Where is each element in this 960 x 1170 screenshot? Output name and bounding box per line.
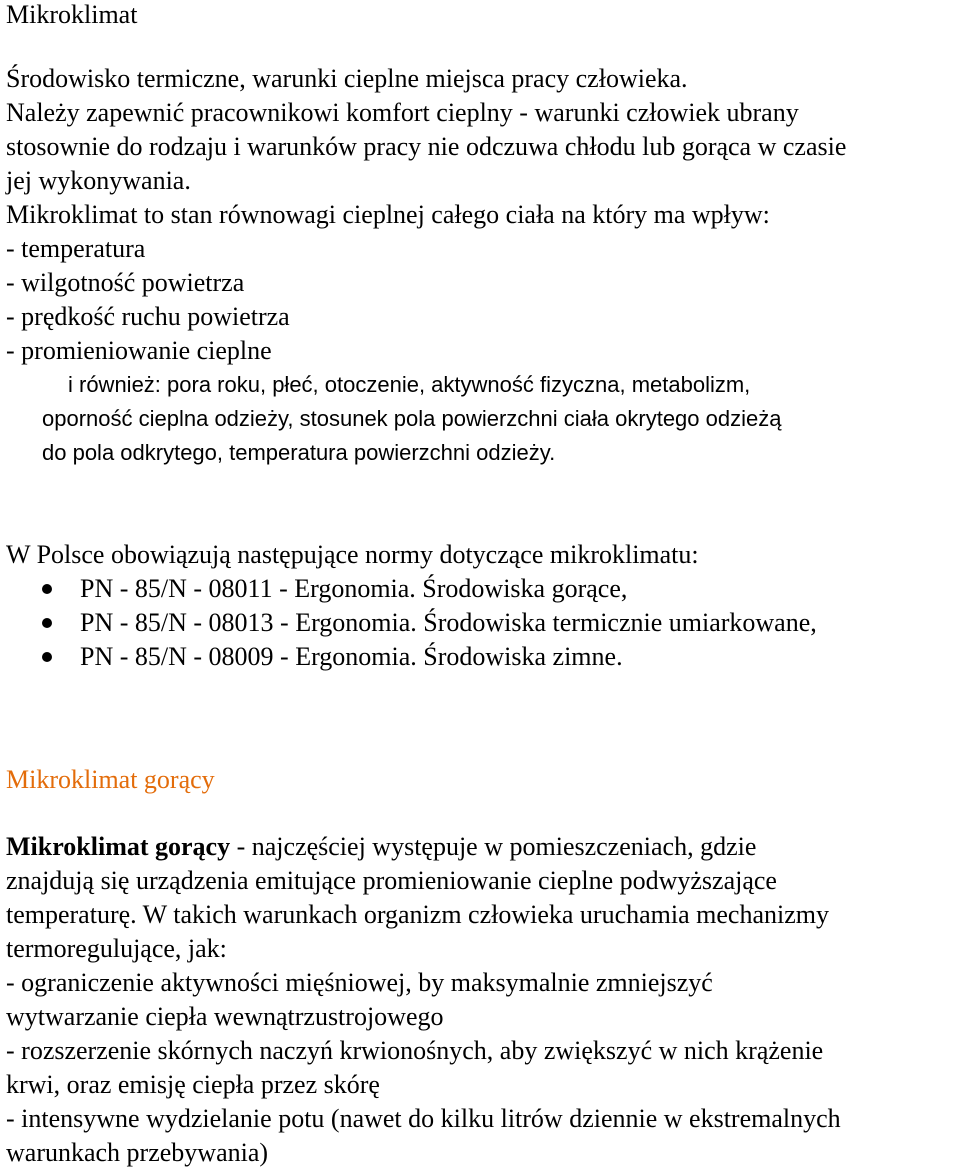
norm-item-label: PN - 85/N - 08009 - Ergonomia. Środowiska zimne.	[80, 642, 623, 671]
factor-item: - promieniowanie cieplne	[6, 336, 272, 365]
hot-line: wytwarzanie ciepła wewnątrzustrojowego	[6, 1002, 444, 1031]
hot-line: krwi, oraz emisję ciepła przez skórę	[6, 1070, 380, 1099]
section-title: Mikroklimat gorący	[6, 765, 215, 794]
intro-line: Należy zapewnić pracownikowi komfort cieplny - warunki człowiek ubrany	[6, 98, 799, 127]
bullet-icon	[42, 584, 52, 594]
hot-block	[6, 830, 956, 1170]
hot-line: - intensywne wydzielanie potu (nawet do kilku litrów dziennie w ekstremalnych	[6, 1104, 841, 1133]
intro-line: jej wykonywania.	[6, 166, 191, 195]
intro-line: Środowisko termiczne, warunki cieplne miejsca pracy człowieka.	[6, 64, 688, 93]
hot-line: termoregulujące, jak:	[6, 934, 227, 963]
factor-item: - prędkość ruchu powietrza	[6, 302, 290, 331]
intro-line: Mikroklimat to stan równowagi cieplnej całego ciała na który ma wpływ:	[6, 200, 770, 229]
also-line: i również: pora roku, płeć, otoczenie, aktywność fizyczna, metabolizm,	[68, 372, 751, 397]
also-line: oporność cieplna odzieży, stosunek pola powierzchni ciała okrytego odzieżą	[42, 406, 782, 431]
intro-line: stosownie do rodzaju i warunków pracy nie odczuwa chłodu lub gorąca w czasie	[6, 132, 847, 161]
norm-item-label: PN - 85/N - 08013 - Ergonomia. Środowiska termicznie umiarkowane,	[80, 608, 817, 637]
hot-line: - rozszerzenie skórnych naczyń krwionośnych, aby zwiększyć w nich krążenie	[6, 1036, 824, 1065]
norm-item	[6, 606, 956, 640]
hot-line: temperaturę. W takich warunkach organizm człowieka uruchamia mechanizmy	[6, 900, 829, 929]
hot-section-title-wrap	[6, 763, 956, 797]
factor-item: - wilgotność powietrza	[6, 268, 245, 297]
bullet-icon	[42, 652, 52, 662]
hot-line	[6, 830, 956, 864]
hot-line-rest: - najczęściej występuje w pomieszczeniach, gdzie	[230, 832, 757, 861]
bold-term: Mikroklimat gorący	[6, 832, 231, 861]
norms-heading: W Polsce obowiązują następujące normy dotyczące mikroklimatu:	[6, 540, 699, 569]
bullet-icon	[42, 618, 52, 628]
norm-item-label: PN - 85/N - 08011 - Ergonomia. Środowiska gorące,	[80, 574, 628, 603]
page-title: Mikroklimat	[6, 0, 138, 29]
norm-item	[6, 640, 956, 674]
hot-line: znajdują się urządzenia emitujące promieniowanie cieplne podwyższające	[6, 866, 777, 895]
also-line: do pola odkrytego, temperatura powierzchni odzieży.	[42, 440, 556, 465]
norms-block	[6, 538, 956, 674]
hot-line: warunkach przebywania)	[6, 1138, 269, 1167]
intro-block	[6, 62, 956, 470]
hot-line: - ograniczenie aktywności mięśniowej, by maksymalnie zmniejszyć	[6, 968, 713, 997]
norm-item	[6, 572, 956, 606]
factor-item: - temperatura	[6, 234, 146, 263]
